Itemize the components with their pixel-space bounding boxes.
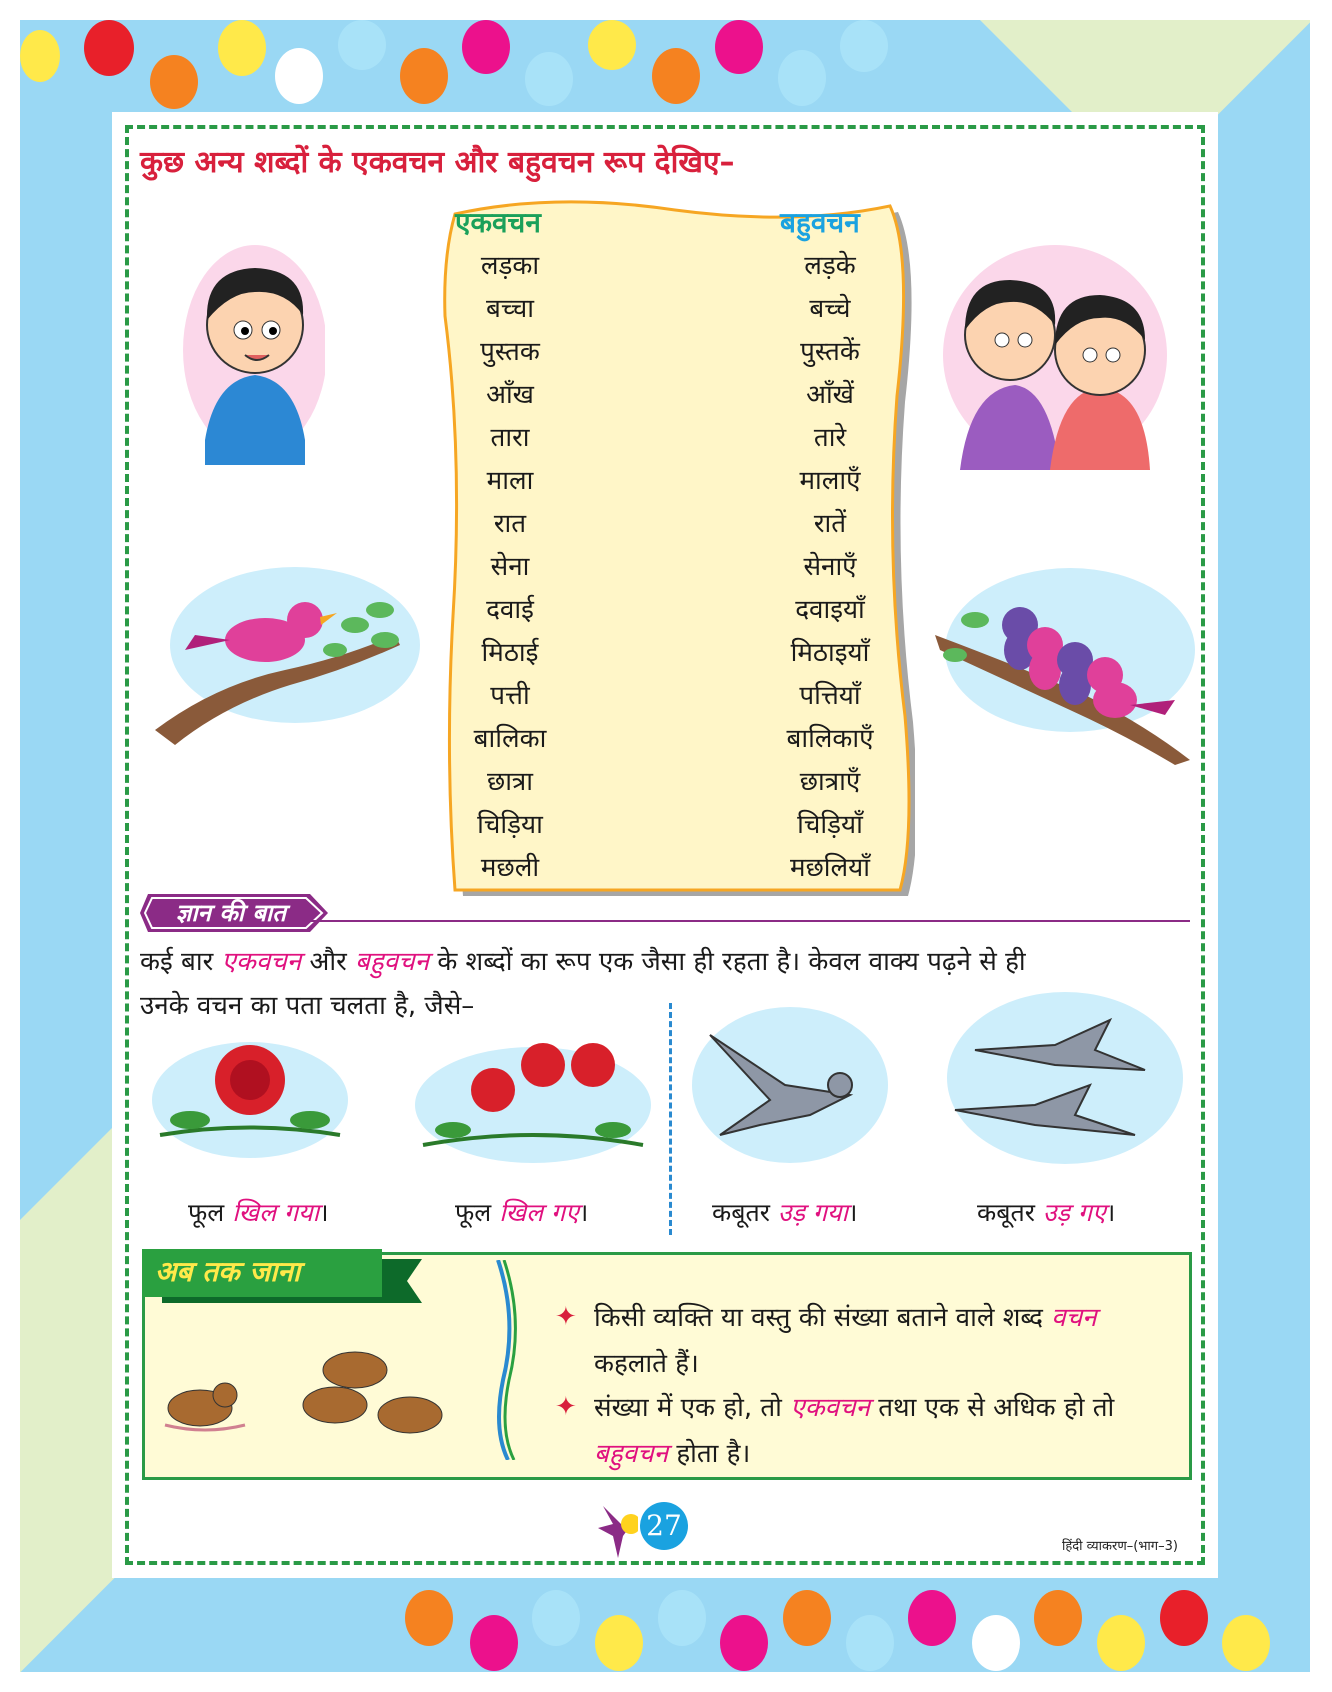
- singular-word: दवाई: [486, 595, 534, 625]
- singular-word: आँख: [486, 380, 534, 410]
- plural-word: आँखें: [806, 380, 854, 410]
- singular-word: पत्ती: [490, 681, 530, 711]
- fact-banner-label: ज्ञान की बात: [176, 899, 286, 927]
- plural-word: छात्राएँ: [799, 767, 861, 797]
- plural-word: दवाइयाँ: [795, 595, 865, 625]
- singular-word: चिड़िया: [477, 810, 543, 840]
- summary-point-2: संख्या में एक हो, तो एकवचन तथा एक से अधिक हो तो बहुवचन होता है।: [594, 1393, 1115, 1469]
- singular-word: पुस्तक: [480, 337, 540, 367]
- boy-illustration: [175, 240, 325, 465]
- plural-word: बालिकाएँ: [786, 724, 874, 754]
- page-number: 27: [640, 1502, 688, 1550]
- fact-paragraph-line1: कई बार एकवचन और बहुवचन के शब्दों का रूप एक जैसा ही रहता है। केवल वाक्य पढ़ने से ही: [140, 947, 1026, 977]
- singular-term: एकवचन: [221, 947, 302, 977]
- singular-word: बच्चा: [486, 294, 534, 324]
- bullet-icon: ✦: [555, 1302, 577, 1332]
- plural-word: मिठाइयाँ: [790, 638, 870, 668]
- summary-point-1: किसी व्यक्ति या वस्तु की संख्या बताने वाले शब्द वचन कहलाते हैं।: [594, 1303, 1097, 1379]
- singular-column-header: एकवचन: [455, 206, 541, 239]
- singular-word: लड़का: [480, 251, 540, 281]
- plural-word: बच्चे: [809, 294, 851, 324]
- caption-pigeon-singular: कबूतर उड़ गया।: [712, 1198, 858, 1227]
- singular-word: बालिका: [473, 724, 547, 754]
- footer-book-title: हिंदी व्याकरण–(भाग–3): [1062, 1539, 1178, 1554]
- singular-word: तारा: [490, 423, 530, 453]
- fact-paragraph-line2: उनके वचन का पता चलता है, जैसे–: [140, 991, 475, 1021]
- plural-word: तारे: [813, 423, 847, 453]
- two-boys-illustration: [940, 240, 1170, 470]
- vertical-divider: [669, 1003, 672, 1235]
- fact-divider: [300, 920, 1190, 922]
- caption-pigeon-plural: कबूतर उड़ गए।: [977, 1198, 1116, 1227]
- plural-word: मालाएँ: [799, 466, 861, 496]
- plural-word: मछलियाँ: [790, 853, 870, 883]
- singular-word: माला: [486, 466, 534, 496]
- plural-word: सेनाएँ: [803, 552, 857, 582]
- rats-illustration: [155, 1340, 465, 1450]
- plural-word: चिड़ियाँ: [797, 810, 863, 840]
- star-ribbon-icon: [598, 1506, 638, 1558]
- singular-word: छात्रा: [486, 767, 534, 797]
- caption-rose-plural: फूल खिल गए।: [455, 1198, 589, 1227]
- plural-word: पुस्तकें: [800, 337, 860, 367]
- bullet-icon: ✦: [555, 1392, 577, 1422]
- plural-word: रातें: [813, 509, 847, 539]
- plural-term: बहुवचन: [355, 947, 430, 977]
- ribbon-decoration: [488, 1260, 528, 1460]
- plural-word: लड़के: [804, 251, 856, 281]
- plural-word: पत्तियाँ: [799, 681, 861, 711]
- singular-word: रात: [493, 509, 527, 539]
- plural-column-header: बहुवचन: [780, 206, 860, 239]
- section-heading: कुछ अन्य शब्दों के एकवचन और बहुवचन रूप देखिए–: [140, 145, 735, 180]
- singular-word: मिठाई: [481, 638, 539, 668]
- single-pigeon-illustration: [690, 1005, 890, 1165]
- single-bird-on-branch: [155, 565, 420, 745]
- two-pigeons-illustration: [945, 990, 1185, 1165]
- many-roses-illustration: [413, 1035, 653, 1165]
- singular-word: सेना: [490, 552, 530, 582]
- many-birds-on-branch: [935, 565, 1195, 765]
- singular-word: मछली: [480, 853, 540, 883]
- summary-banner-label: अब तक जाना: [155, 1255, 301, 1288]
- single-rose-illustration: [150, 1040, 350, 1160]
- caption-rose-singular: फूल खिल गया।: [188, 1198, 329, 1227]
